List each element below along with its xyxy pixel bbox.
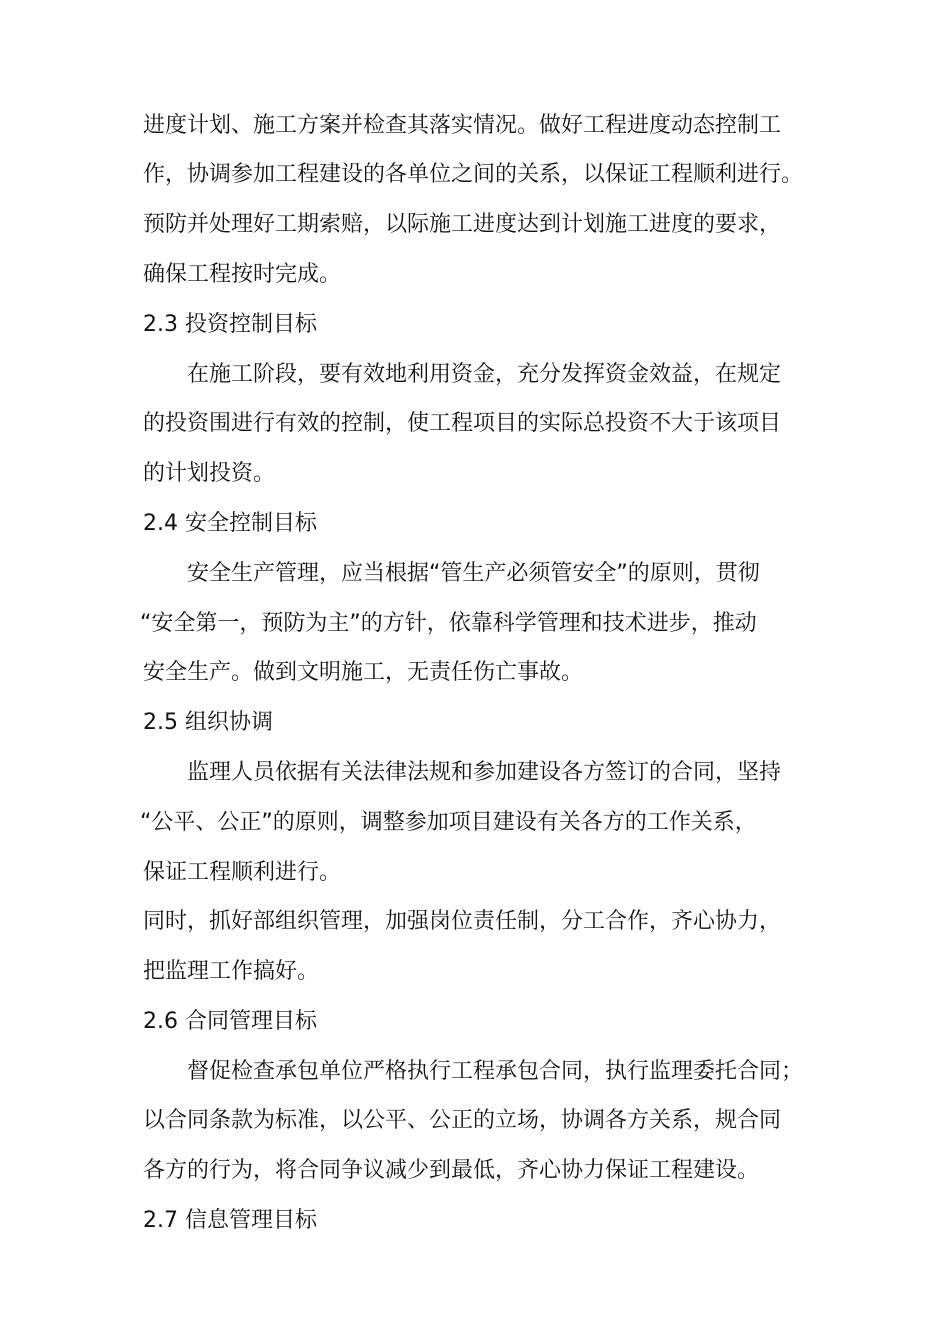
paragraph-line: 同时，抓好部组织管理，加强岗位责任制，分工合作，齐心协力， <box>143 909 782 934</box>
paragraph-line: 保证工程顺利进行。 <box>143 860 342 885</box>
paragraph-line: 的计划投资。 <box>143 461 276 486</box>
section-heading: 2.5 组织协调 <box>143 710 273 735</box>
section-heading: 2.4 安全控制目标 <box>143 511 317 536</box>
paragraph-line: 预防并处理好工期索赔，以际施工进度达到计划施工进度的要求， <box>143 212 782 237</box>
paragraph-line: 安全生产管理，应当根据“管生产必须管安全”的原则，贯彻 <box>187 561 760 586</box>
paragraph-line: 进度计划、施工方案并检查其落实情况。做好工程进度动态控制工 <box>143 113 782 138</box>
paragraph-line: 作，协调参加工程建设的各单位之间的关系，以保证工程顺利进行。 <box>143 162 804 187</box>
paragraph-line: 在施工阶段，要有效地利用资金，充分发挥资金效益，在规定 <box>187 362 782 387</box>
paragraph-line: 以合同条款为标准，以公平、公正的立场，协调各方关系，规合同 <box>143 1108 782 1133</box>
section-heading: 2.3 投资控制目标 <box>143 312 317 337</box>
paragraph-line: “公平、公正”的原则，调整参加项目建设有关各方的工作关系， <box>140 810 757 835</box>
paragraph-line: 监理人员依据有关法律法规和参加建设各方签订的合同，坚持 <box>187 760 782 785</box>
paragraph-line: 把监理工作搞好。 <box>143 959 320 984</box>
section-heading: 2.6 合同管理目标 <box>143 1009 317 1034</box>
paragraph-line: “安全第一，预防为主”的方针，依靠科学管理和技术进步，推动 <box>140 611 757 636</box>
paragraph-line: 安全生产。做到文明施工，无责任伤亡事故。 <box>143 660 584 685</box>
paragraph-line: 的投资围进行有效的控制，使工程项目的实际总投资不大于该项目 <box>143 411 782 436</box>
paragraph-line: 督促检查承包单位严格执行工程承包合同，执行监理委托合同； <box>187 1059 804 1084</box>
section-heading: 2.7 信息管理目标 <box>143 1208 317 1233</box>
paragraph-line: 确保工程按时完成。 <box>143 262 342 287</box>
paragraph-line: 各方的行为，将合同争议减少到最低，齐心协力保证工程建设。 <box>143 1158 760 1183</box>
